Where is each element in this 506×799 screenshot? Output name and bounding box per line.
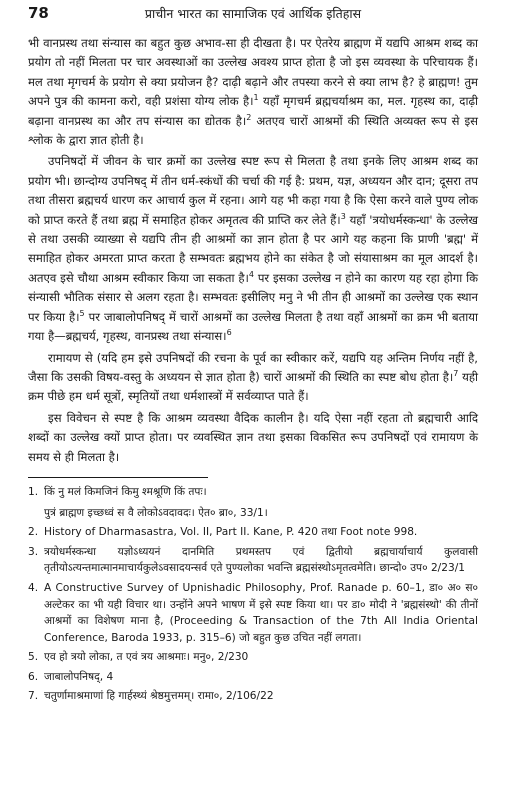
footnote-ref[interactable]: 5 <box>79 308 85 318</box>
footnote-number: 4. <box>28 581 39 594</box>
paragraph-text: पर इसका उल्लेख न होने का कारण यह रहा होगा कि संन्यासी भौतिक संसार से अलग रहता है। सम्भवतः इसीलिए मनु ने भी तीन ही आश्रमों का उल्लेख एक स्थान पर किया है। <box>28 270 479 324</box>
footnote-divider <box>28 477 208 478</box>
body-text <box>28 34 478 467</box>
paragraph-text: पर जाबालोपनिषद् में चारों आश्रमों का उल्लेख मिलता है तथा वहाँ आश्रमों का क्रम भी बताया गया है—ब्रह्मचर्य, गृहस्थ, वानप्रस्थ तथा संन्यास। <box>28 309 479 344</box>
footnote-ref[interactable]: 6 <box>226 328 232 338</box>
paragraph-text: उपनिषदों में जीवन के चार क्रमों का उल्लेख स्पष्ट रूप से मिलता है तथा इनके लिए आश्रम शब्द का प्रयोग भी। छान्दोग्य उपनिषद् में तीन धर्म-स्कंधों की चर्चा की गई है: प्रथम, यज्ञ, अध्ययन और दान; दूसरा तप तथा तीसरा ब्रह्मचर्य धारण कर आचार्य कुल में रहना। आगे यह भी कहा गया है कि ऐसा करने वाले पुण्य लोक को प्राप्त करते हैं तथा ब्रह्म में समाहित होकर अमृतत्व की प्राप्ति कर लेते हैं। <box>28 154 478 227</box>
footnote-ref[interactable]: 4 <box>248 270 254 280</box>
footnote-text: A Constructive Survey of Upnishadic Philosophy, Prof. Ranade p. 60–1, डा० अ० स० अल्टेकर का भी यही विचार था। उन्होंने अपने भाषण में इसे स्पष्ट किया था। पर डा० मोदी ने 'ब्रह्मसंस्थो' की तीनों आश्रमों का विशेषण माना है, (Proceeding & Transaction of the 7th All India Oriental Conference, Baroda 1933, p. 315–6) जो बहुत कुछ उचित नहीं लगता। <box>44 581 478 644</box>
paragraph-1 <box>28 34 478 150</box>
footnote-number: 6. <box>28 670 39 683</box>
footnote-ref[interactable]: 3 <box>340 211 346 221</box>
footnote-number: 3. <box>28 545 39 558</box>
footnote-number: 2. <box>28 526 39 539</box>
footnote-5 <box>28 649 478 666</box>
footnote-text: त्रयोधर्मस्कन्धा यज्ञोऽध्ययनं दानमिति प्रथमस्तप एवं द्वितीयो ब्रह्मचार्याचार्य कुलवासी तृतीयोऽत्यन्तमात्मानमाचार्यकुलेऽवसादयन्सर्व एते पुण्यलोका भवन्ति ब्रह्मसंस्थोऽमृतत्वमेति। छान्दो० उप० 2/23/1 <box>44 545 478 575</box>
running-head: प्राचीन भारत का सामाजिक एवं आर्थिक इतिहास <box>144 6 362 21</box>
footnote-7 <box>28 688 478 705</box>
paragraph-3 <box>28 349 478 407</box>
footnotes <box>28 484 478 705</box>
footnote-1 <box>28 484 478 521</box>
footnote-2 <box>28 524 478 541</box>
footnote-number: 1. <box>28 485 39 498</box>
footnote-ref[interactable]: 1 <box>253 93 259 103</box>
paragraph-4 <box>28 409 478 467</box>
page-number: 78 <box>28 4 49 22</box>
paragraph-text: अतएव चारों आश्रमों की स्थिति अव्यक्त रूप से इस श्लोक के द्वारा ज्ञात होती है। <box>28 113 478 148</box>
footnote-text: History of Dharmasastra, Vol. II, Part II. Kane, P. 420 तथा Foot note 998. <box>44 526 418 539</box>
page-header <box>28 0 478 30</box>
footnote-text: चतुर्णामाश्रमाणां हि गार्हस्थ्यं श्रेष्ठमुत्तमम्। रामा०, 2/106/22 <box>44 690 274 703</box>
footnote-line: किं नु मलं किमजिनं किमु श्मश्रूणि किं तपः। <box>44 485 207 498</box>
paragraph-text: यही क्रम पीछे हम धर्म सूत्रों, स्मृतियों तथा धर्मशास्त्रों में सर्वव्याप्त पाते हैं। <box>28 369 478 404</box>
paragraph-2 <box>28 152 478 346</box>
paragraph-text: यहाँ मृगचर्म ब्रह्मचर्याश्रम का, मल. गृहस्थ का, दाढ़ी बढ़ाना वानप्रस्थ का और तप संन्यास का द्योतक है। <box>28 94 478 128</box>
paragraph-text: रामायण से (यदि हम इसे उपनिषदों की रचना के पूर्व का स्वीकार करें, यद्यपि यह अन्तिम निर्णय नहीं है, जैसा कि उसकी विषय-वस्तु के अध्ययन से ज्ञात होता है) चारों आश्रमों की स्थिति का स्पष्ट बोध होता है। <box>28 350 478 384</box>
paragraph-text: इस विवेचन से स्पष्ट है कि आश्रम व्यवस्था वैदिक कालीन है। यदि ऐसा नहीं रहता तो ब्रह्मचारी आदि शब्दों का उल्लेख क्यों प्राप्त होता। पर व्यवस्थित ज्ञान तथा इसका विकसित रूप उपनिषदों एवं रामायण के समय से ही मिलता है। <box>28 410 478 464</box>
footnote-text: जाबालोपनिषद्, 4 <box>44 670 114 683</box>
footnote-ref[interactable]: 2 <box>246 112 252 122</box>
footnote-number: 5. <box>28 651 39 664</box>
paragraph-text: भी वानप्रस्थ तथा संन्यास का बहुत कुछ अभाव-सा ही दीखता है। पर ऐतरेय ब्राह्मण में यद्यपि आश्रम शब्द का प्रयोग तो नहीं मिलता पर चार अवस्थाओं का उल्लेख अवश्य प्राप्त होता है जो इस व्यवस्था के परिचायक हैं। मल तथा मृगचर्म के प्रयोग से क्या प्रयोजन है? दाढ़ी बढ़ाने और तपस्या करने से क्या लाभ है? हे ब्राह्मण! तुम अपने पुत्र की कामना करो, वही प्रशंसा योग्य लोक है। <box>28 36 478 109</box>
footnote-line: पुत्रं ब्राह्मण इच्छध्वं स वै लोकोऽवदावदः। ऐत० ब्रा०, 33/1। <box>44 506 268 519</box>
footnote-6 <box>28 669 478 686</box>
footnote-3 <box>28 544 478 577</box>
footnote-text <box>44 484 478 521</box>
footnote-ref[interactable]: 7 <box>453 369 459 379</box>
paragraph-text: यहाँ 'त्रयोधर्मस्कन्धा' के उल्लेख से तथा उसकी व्याख्या से यद्यपि तीन ही आश्रमों का ज्ञान होता है पर आगे यह कहना कि प्राणी 'ब्रह्म' में समाहित होकर अमरता प्राप्त करता है सम्भवतः ब्रह्मभय होने का संकेत है जो संयासाश्रम का मूल आदर्श है। अतएव इसे चौथा आश्रम स्वीकार किया जा सकता है। <box>28 212 478 285</box>
footnote-number: 7. <box>28 690 39 703</box>
footnote-4 <box>28 580 478 646</box>
footnote-text: एव हो त्रयो लोका, त एवं त्रय आश्रमाः। मनु०, 2/230 <box>44 651 249 664</box>
